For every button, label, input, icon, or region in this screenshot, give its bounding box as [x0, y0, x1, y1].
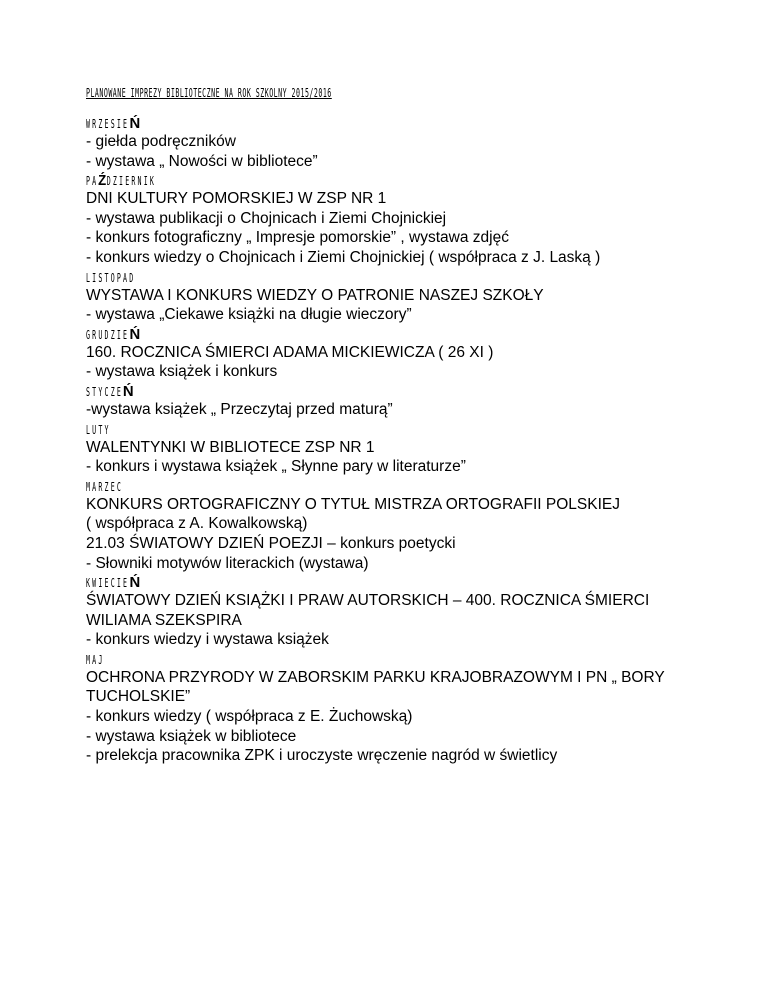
event-line: WILIAMA SZEKSPIRA — [86, 611, 242, 629]
event-line: WYSTAWA I KONKURS WIEDZY O PATRONIE NASZEJ SZKOŁY — [86, 286, 544, 304]
section-pazdziernik — [86, 173, 686, 267]
month-heading — [86, 479, 636, 495]
month-heading-last-letter: Ń — [129, 325, 140, 343]
event-line: - prelekcja pracownika ZPK i uroczyste wręczenie nagród w świetlicy — [86, 747, 558, 765]
month-heading — [86, 270, 636, 286]
event-line: 160. ROCZNICA ŚMIERCI ADAMA MICKIEWICZA ( 26 XI ) — [86, 343, 494, 361]
section-marzec — [86, 479, 686, 573]
month-heading — [86, 116, 636, 132]
month-heading — [86, 422, 636, 438]
month-heading-last-letter: Ń — [123, 382, 134, 400]
event-line: 21.03 ŚWIATOWY DZIEŃ POEZJI – konkurs poetycki — [86, 534, 456, 552]
month-heading-text: MARZEC — [86, 479, 124, 494]
event-line: - konkurs wiedzy i wystawa książek — [86, 631, 329, 649]
event-line: - wystawa „ Nowości w bibliotece” — [86, 152, 318, 170]
month-heading — [86, 575, 636, 591]
event-line: - wystawa „Ciekawe książki na długie wieczory” — [86, 306, 412, 324]
month-heading-text: GRUDZIE — [86, 327, 130, 342]
month-heading-rest: DZIERNIK — [106, 174, 157, 189]
event-line: - konkurs wiedzy o Chojnicach i Ziemi Chojnickiej ( współpraca z J. Laską ) — [86, 248, 601, 266]
month-heading-text: PA — [86, 174, 99, 189]
event-line: OCHRONA PRZYRODY W ZABORSKIM PARKU KRAJOBRAZOWYM I PN „ BORY — [86, 668, 665, 686]
month-heading-text: MAJ — [86, 652, 105, 667]
month-heading — [86, 652, 636, 668]
month-heading — [86, 384, 636, 400]
section-grudzien — [86, 327, 686, 382]
event-line: TUCHOLSKIE” — [86, 688, 191, 706]
section-listopad — [86, 270, 686, 325]
event-line: -wystawa książek „ Przeczytaj przed maturą” — [86, 400, 393, 418]
event-line: ( współpraca z A. Kowalkowską) — [86, 515, 308, 533]
event-line: - Słowniki motywów literackich (wystawa) — [86, 554, 369, 572]
month-heading — [86, 173, 636, 189]
event-line: - wystawa książek i konkurs — [86, 363, 278, 381]
month-heading-text: WRZESIE — [86, 117, 130, 131]
event-line: - konkurs i wystawa książek „ Słynne pary w literaturze” — [86, 458, 466, 476]
section-luty — [86, 422, 686, 477]
section-maj — [86, 652, 686, 766]
document-title: PLANOWANE IMPREZY BIBLIOTECZNE NA ROK SZKOLNY 2015/2016 — [86, 86, 332, 100]
event-line: - wystawa książek w bibliotece — [86, 727, 297, 745]
event-line: - wystawa publikacji o Chojnicach i Ziemi Chojnickiej — [86, 209, 447, 227]
month-heading-last-letter: Ń — [129, 574, 140, 592]
section-styczen — [86, 384, 686, 420]
month-heading-text: KWIECIE — [86, 576, 130, 591]
section-kwiecien — [86, 575, 686, 650]
month-heading-text: LISTOPAD — [86, 270, 136, 285]
event-line: DNI KULTURY POMORSKIEJ W ZSP NR 1 — [86, 190, 387, 208]
section-wrzesien — [86, 116, 686, 171]
event-line: - konkurs fotograficzny „ Impresje pomorskie” , wystawa zdjęć — [86, 229, 509, 247]
event-line: KONKURS ORTOGRAFICZNY O TYTUŁ MISTRZA ORTOGRAFII POLSKIEJ — [86, 495, 620, 513]
month-heading-accent-letter: Ź — [98, 172, 107, 190]
month-heading-text: STYCZE — [86, 384, 124, 399]
event-line: - konkurs wiedzy ( współpraca z E. Żuchowską) — [86, 708, 413, 726]
month-heading-last-letter: Ń — [129, 115, 140, 132]
event-line: ŚWIATOWY DZIEŃ KSIĄŻKI I PRAW AUTORSKICH – 400. ROCZNICA ŚMIERCI — [86, 592, 650, 610]
month-heading — [86, 327, 636, 343]
event-line: WALENTYNKI W BIBLIOTECE ZSP NR 1 — [86, 438, 375, 456]
document-page — [86, 86, 686, 768]
event-line: - giełda podręczników — [86, 133, 236, 150]
month-heading-text: LUTY — [86, 422, 111, 437]
